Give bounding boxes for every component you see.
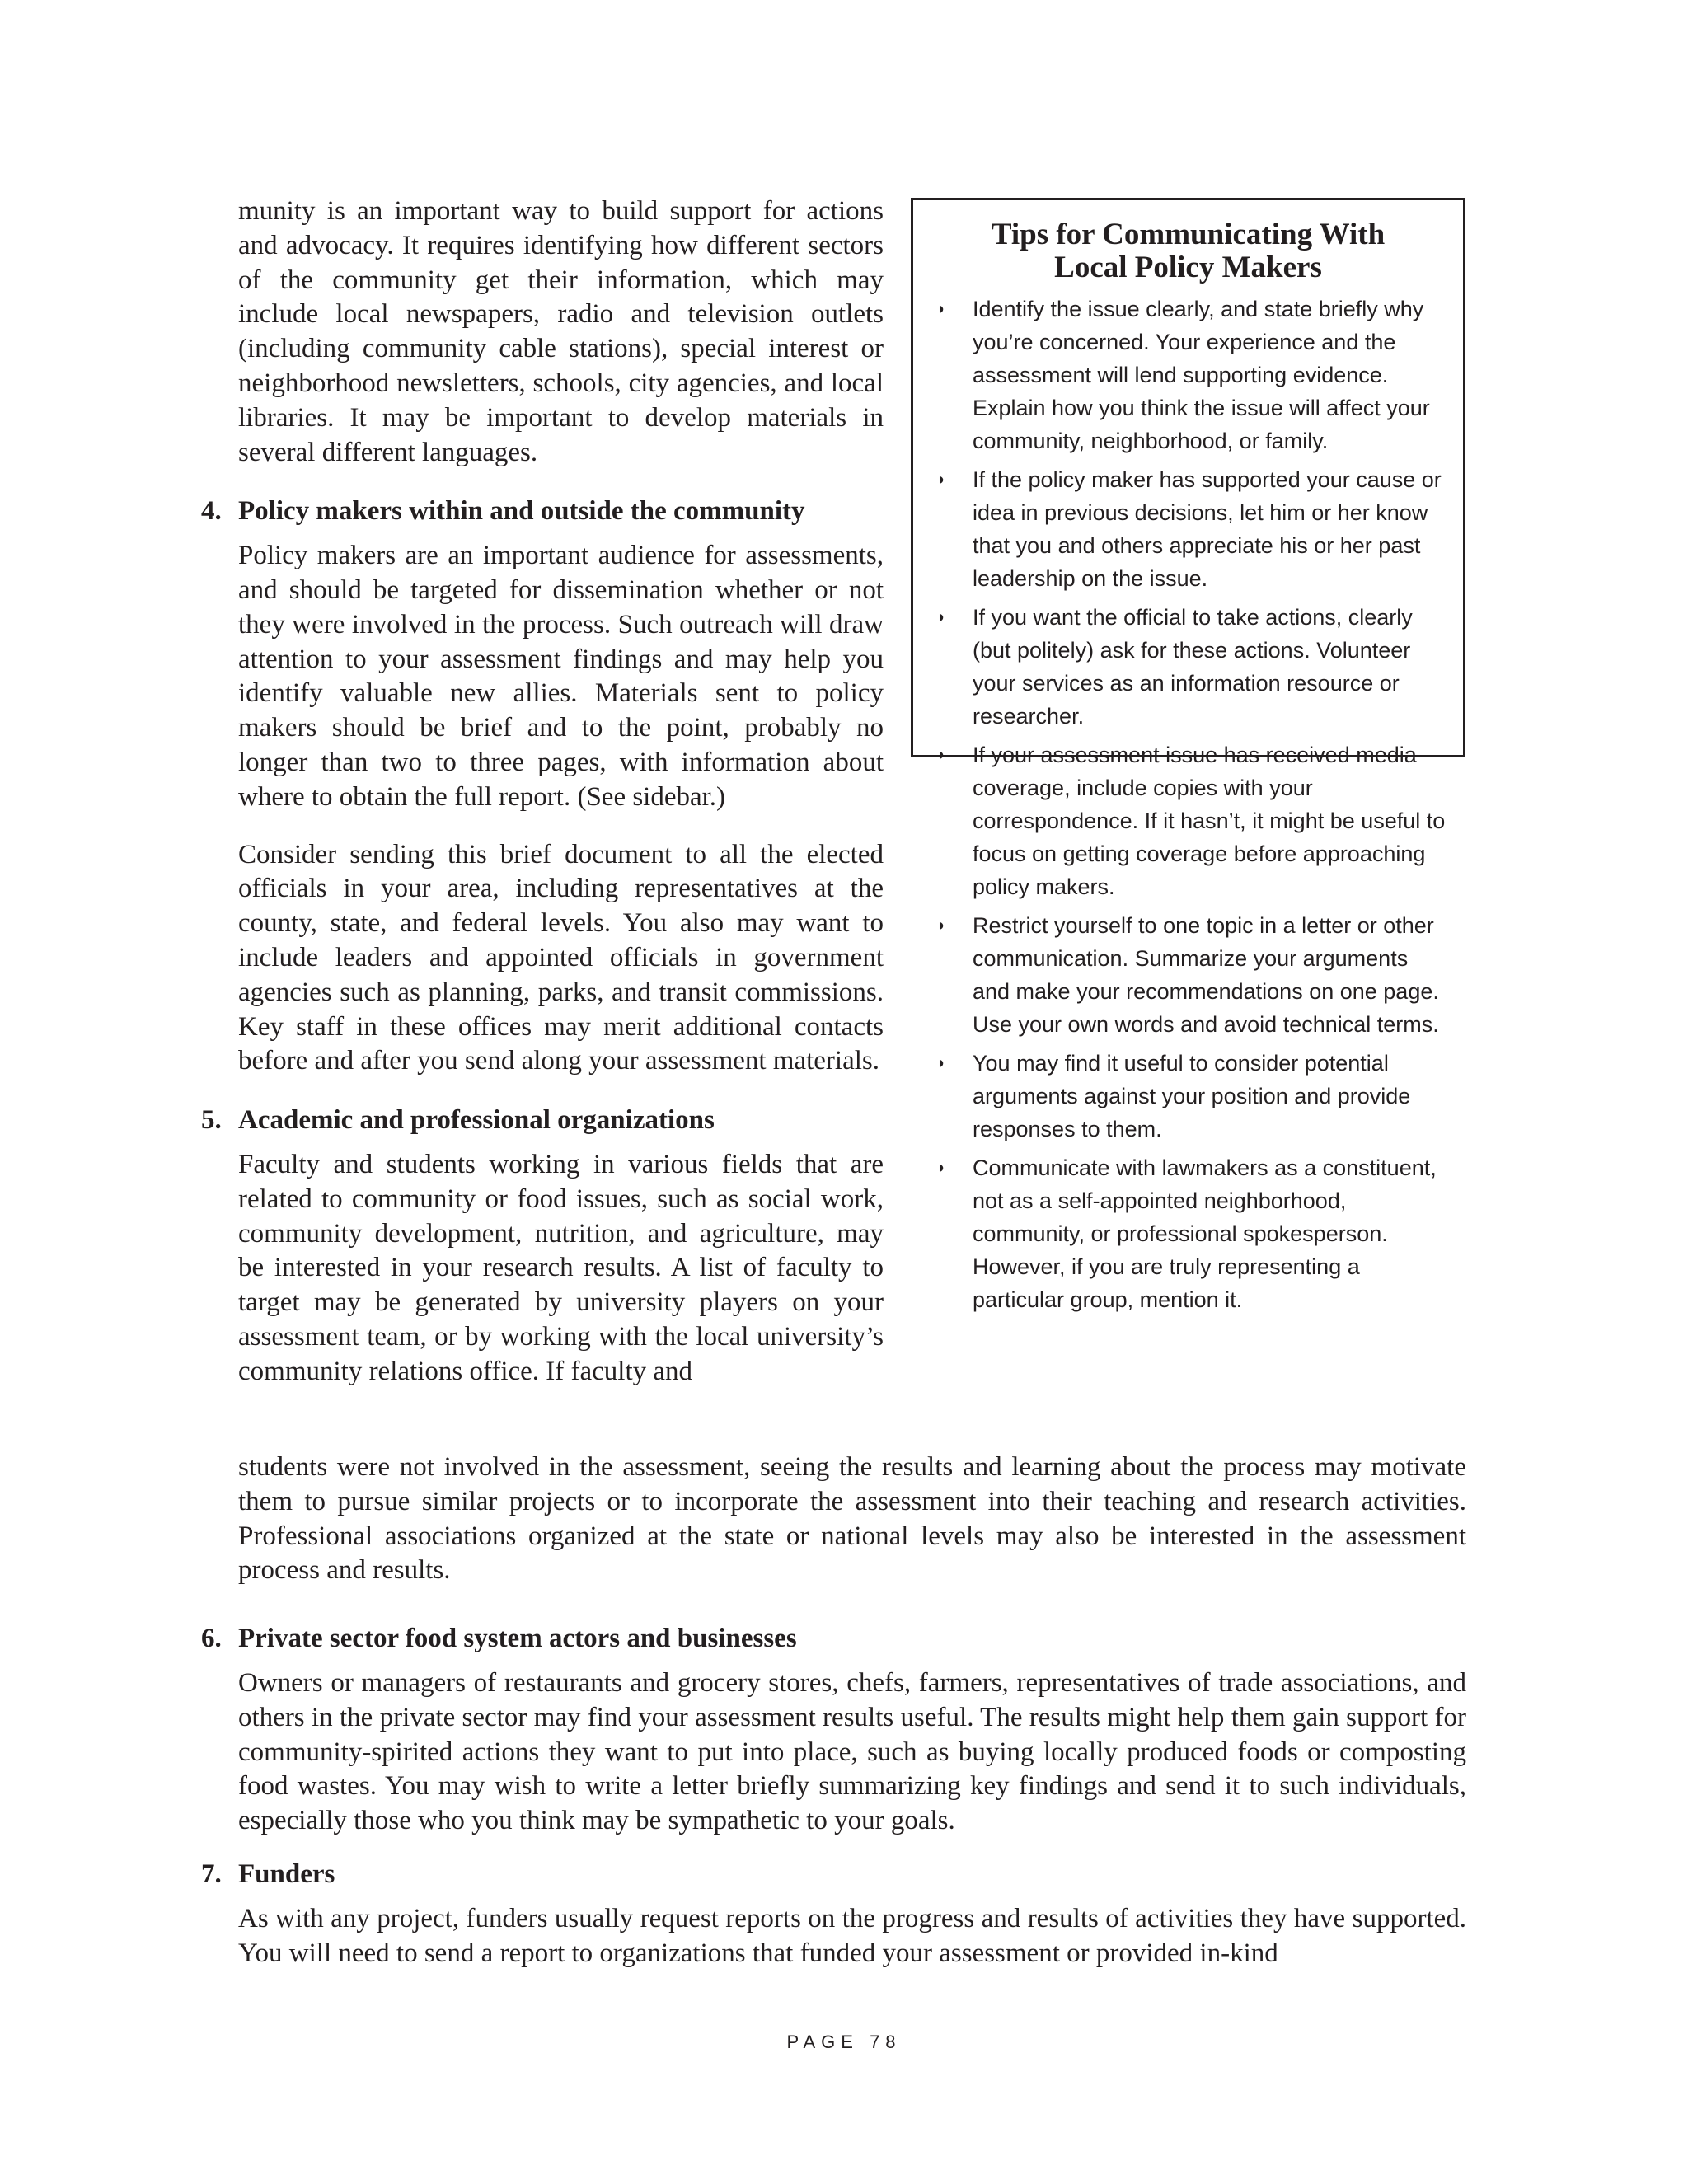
tips-list	[913, 293, 1463, 1316]
bullet-icon: ◗	[936, 300, 947, 318]
section-4-heading	[201, 494, 884, 529]
tip-text: If your assessment issue has received media coverage, include copies with your correspondence. If it hasn’t, it might be useful to focus on getting coverage before approaching policy makers.	[973, 743, 1446, 899]
section-7-title: Funders	[238, 1859, 335, 1889]
tip-item	[930, 293, 1447, 457]
section-6-heading	[201, 1622, 797, 1657]
bullet-icon: ◗	[936, 608, 947, 626]
section-6-title: Private sector food system actors and businesses	[238, 1624, 797, 1653]
bullet-icon: ◗	[936, 471, 947, 489]
tip-item	[930, 909, 1447, 1041]
sidebar-title-line-1: Tips for Communicating With	[991, 218, 1386, 251]
tip-text: If the policy maker has supported your cause or idea in previous decisions, let him or her know that you and others appreciate his or her past leadership on the issue.	[973, 467, 1442, 591]
section-7-number: 7.	[201, 1859, 222, 1889]
tip-text: Communicate with lawmakers as a constituent, not as a self-appointed neighborhood, community, or professional spokesperson. However, if you are truly representing a particular group, mention it.	[973, 1155, 1437, 1312]
tip-item	[930, 738, 1447, 903]
section-6-paragraph: Owners or managers of restaurants and grocery stores, chefs, farmers, representatives of trade associations, and others in the private sector may find your assessment results useful. The results might help them gain support for community-spirited actions they want to put into place, such as buying locally produced foods or composting food wastes. You may wish to write a letter briefly summarizing key findings and send it to such individuals, especially those who you think may be sympathetic to your goals.	[238, 1668, 1466, 1836]
bullet-icon: ◗	[936, 916, 947, 935]
section-5-number: 5.	[201, 1105, 222, 1136]
section-4-paragraph-1: Policy makers are an important audience for assessments, and should be targeted for dissemination whether or not they were involved in the process. Such outreach will draw attention to your assessment findings and may help you identify valuable new allies. Materials sent to policy makers should be brief and to the point, probably no longer than two to three pages, with information about where to obtain the full report. (See sidebar.)	[238, 541, 884, 812]
tip-text: Identify the issue clearly, and state briefly why you’re concerned. Your experience and the assessment will lend supporting evidence. Explain how you think the issue will affect your community, neighborhood, or family.	[973, 297, 1430, 453]
tip-item	[930, 1151, 1447, 1316]
bullet-icon: ◗	[936, 1054, 947, 1072]
tip-item	[930, 1047, 1447, 1146]
tip-text: Restrict yourself to one topic in a letter or other communication. Summarize your arguments and make your recommendations on one page. Use your own words and avoid technical terms.	[973, 913, 1439, 1037]
section-6-number: 6.	[201, 1624, 222, 1653]
section-5-paragraph-part2: students were not involved in the assessment, seeing the results and learning about the process may motivate them to pursue similar projects or to incorporate the assessment into their teaching and research activities. Professional associations organized at the state or national levels may also be interested in the assessment process and results.	[238, 1452, 1466, 1586]
tip-item	[930, 601, 1447, 733]
tip-item	[930, 463, 1447, 595]
section-4-paragraph-2: Consider sending this brief document to all the elected officials in your area, including representatives at the county, state, and federal levels. You also may want to include leaders and appointed officials in government agencies such as planning, parks, and transit commissions. Key staff in these offices may merit additional contacts before and after you send along your assessment materials.	[238, 839, 884, 1076]
section-5-title: Academic and professional organizations	[238, 1105, 715, 1136]
section-5-heading	[201, 1104, 884, 1138]
page-number: PAGE 78	[786, 2032, 902, 2052]
sidebar-title	[913, 218, 1463, 284]
left-column	[201, 194, 884, 1390]
section-7-heading	[201, 1858, 335, 1892]
section-4-number: 4.	[201, 496, 222, 527]
tip-text: You may find it useful to consider potential arguments against your position and provide responses to them.	[973, 1051, 1411, 1141]
section-7-paragraph: As with any project, funders usually request reports on the progress and results of activities they have supported. You will need to send a report to organizations that funded your assessment or provided in-kind	[238, 1904, 1466, 1968]
section-5-paragraph-part1: Faculty and students working in various fields that are related to community or food issues, such as social work, community development, nutrition, and agriculture, may be interested in your research results. A list of faculty to target may be generated by university players on your assessment team, or by working with the local university’s community relations office. If faculty and	[238, 1149, 884, 1386]
sidebar-title-line-2: Local Policy Makers	[1054, 251, 1322, 284]
tips-sidebar	[911, 198, 1465, 1312]
tip-text: If you want the official to take actions, clearly (but politely) ask for these actions. Volunteer your services as an information resource or researcher.	[973, 605, 1413, 729]
section-4-title: Policy makers within and outside the community	[238, 496, 805, 527]
intro-paragraph: munity is an important way to build support for actions and advocacy. It requires identifying how different sectors of the community get their information, which may include local newspapers, radio and television outlets (including community cable stations), special interest or neighborhood newsletters, schools, city agencies, and local libraries. It may be important to develop materials in several different languages.	[238, 196, 884, 467]
bullet-icon: ◗	[936, 746, 947, 764]
bullet-icon: ◗	[936, 1159, 947, 1177]
